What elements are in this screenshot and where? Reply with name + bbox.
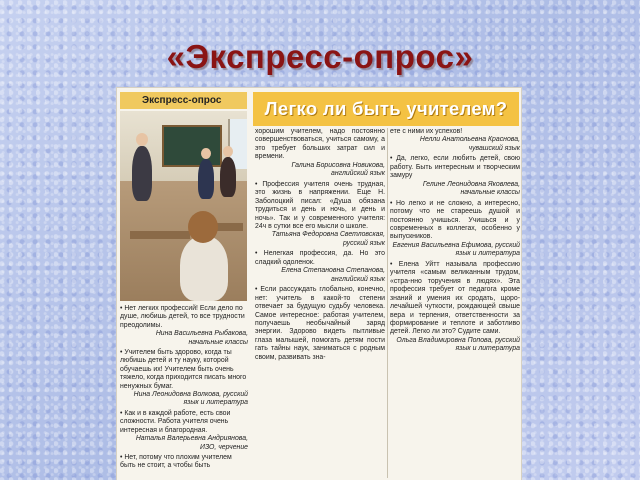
answer-item: • Профессия учителя очень трудная, это жизнь в напряжении. Еще Н. Заболоцкий писал: «Душа обязана трудиться и день и ночь, и день и ночь». Так и у современного учителя: 24ч в сутки все его мысли о школе. Татьяна Федоровна Светловская, русский язык — [255, 180, 385, 247]
answer-item: ете с ними их успехов! Нелли Анатольевна Краснова, чувашский язык — [390, 128, 520, 152]
answer-item: хорошим учителем, надо постоянно совершенствоваться, учиться самому, а это требует больших затрат сил и времени. Галина Борисовна Новикова, английский язык — [255, 128, 385, 178]
classroom-photo — [120, 111, 247, 301]
newspaper-clipping — [117, 88, 521, 480]
left-column — [117, 88, 251, 480]
article-headline: Легко ли быть учителем? — [253, 92, 519, 126]
slide-title: «Экспресс-опрос» — [166, 38, 474, 75]
right-column — [390, 128, 520, 356]
answer-item: • Учителем быть здорово, когда ты любишь детей и ту науку, которой обучаешь их! Учителем быть очень тяжело, когда приходится писать много ненужных бумаг. Нина Леонидовна Волкова, русский язык и литература — [120, 349, 248, 407]
middle-column — [255, 128, 385, 364]
answer-item: • Нелегкая профессия, да. Но это сладкий одоленок. Елена Степановна Степанова, английский язык — [255, 250, 385, 283]
answer-item: • Нет легких профессий! Если дело по душе, любишь детей, то все трудности преодолимы. Нина Васильевна Рыбакова, начальные классы — [120, 305, 248, 346]
article-area — [253, 88, 521, 480]
left-column-text — [120, 305, 248, 473]
answer-item: • Нет, потому что плохим учителем быть не стоит, а чтобы быть — [120, 453, 232, 470]
answer-item: • Да, легко, если любить детей, свою работу. Быть интересным и творческим замуру Гелине Леонидовна Яковлева, начальные классы — [390, 155, 520, 197]
section-label: Экспресс-опрос — [120, 92, 247, 109]
answer-item: • Как и в каждой работе, есть свои сложности. Работа учителя очень интересная и благородная. Наталья Валерьевна Андриянова, ИЗО, черчение — [120, 409, 248, 451]
answer-item: • Но легко и не сложно, а интересно, потому что не стареешь душой и постоянно учишься. Учишься и у современных в коллегах, особенно у выпускников. Евгения Васильевна Ефимова, русский язык и литература — [390, 199, 520, 258]
column-divider — [387, 128, 388, 478]
answer-item: • Елена Уйтт называла профессию учителя «самым великанным трудом, «стра-нно торучения в людях». Эта профессия требует от педагога кроме знаний и умения их сродать, щорo-лечайшей чуткости, рождающей свыше вера и терпения, ответственности за формирование и теплоте и заботливо детей. Легко ли это? Судите сами. Ольга Владимировна Попова, русский язык и литература — [390, 260, 520, 353]
answer-item: • Если рассуждать глобально, конечно, нет: учитель в какой-то степени отвечает за будущую судьбу человека. Самое интересное: работая учителем, получаешь необычайный заряд энергии. Здорово видеть пытливые глаза малышей, помогать детям пости гать тайны наук, заниматься с родным своим, развивать зна- — [255, 286, 385, 361]
